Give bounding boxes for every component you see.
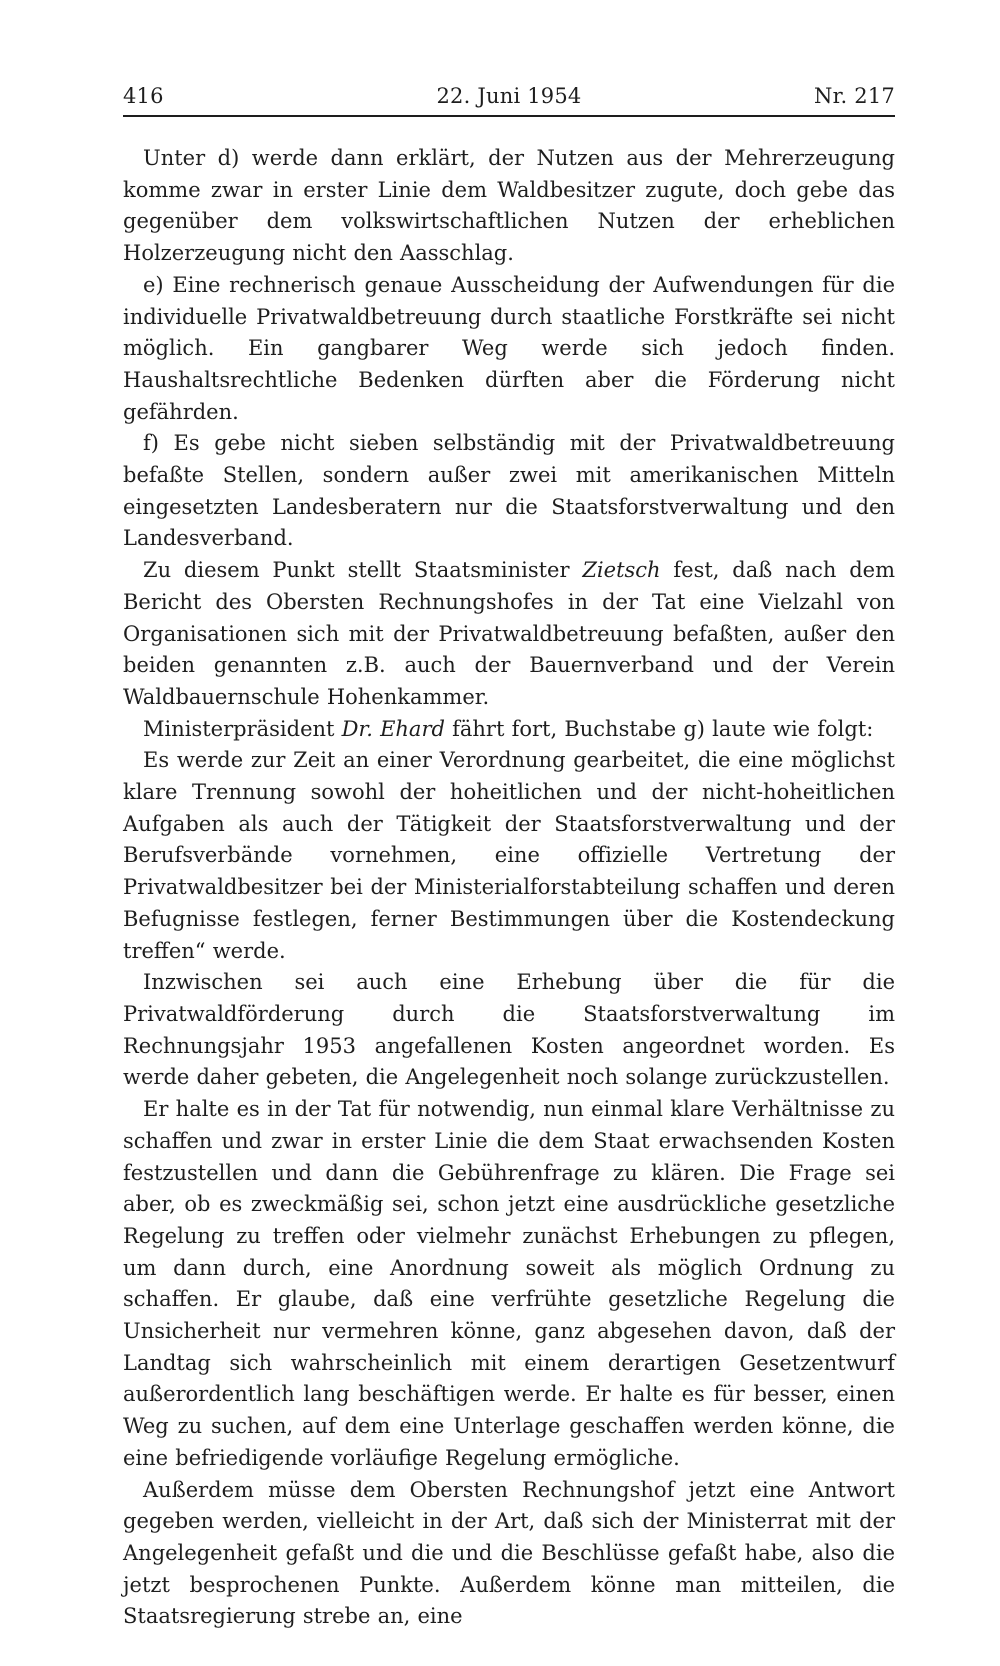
page-number: 416: [123, 84, 164, 108]
issue-number: Nr. 217: [814, 84, 895, 108]
text-segment: fest, daß nach dem Bericht des Obersten Rechnungshofes in der Tat eine Vielzahl von Organisationen sich mit der Privatwaldbetreuung befaßten, außer den beiden genannten z.B. auch der Bauernverband und der Verein Waldbauernschule Hohenkammer.: [123, 558, 895, 709]
paragraph: [123, 143, 895, 270]
text-segment: Inzwischen sei auch eine Erhebung über die für die Privatwaldförderung durch die Staatsforstverwaltung im Rechnungsjahr 1953 angefallenen Kosten angeordnet worden. Es werde daher gebeten, die Angelegenheit noch solange zurückzustellen.: [123, 970, 895, 1090]
text-segment: Es werde zur Zeit an einer Verordnung gearbeitet, die eine möglichst klare Trennung sowohl der hoheitlichen und der nicht-hoheitlichen Aufgaben als auch der Tätigkeit der Staatsforstverwaltung und der Berufsverbände vornehmen, eine offizielle Vertretung der Privatwaldbesitzer bei der Ministerialforstabteilung schaffen und deren Befugnisse festlegen, ferner Bestimmungen über die Kostendeckung treffen“ werde.: [123, 748, 895, 963]
text-segment: Außerdem müsse dem Obersten Rechnungshof jetzt eine Antwort gegeben werden, vielleicht in der Art, daß sich der Ministerrat mit der Angelegenheit gefaßt und die und die Beschlüsse gefaßt habe, also die jetzt besprochenen Punkte. Außerdem könne man mitteilen, die Staatsregierung strebe an, eine: [123, 1477, 895, 1629]
text-segment: Er halte es in der Tat für notwendig, nun einmal klare Verhältnisse zu schaffen und zwar in erster Linie die dem Staat erwachsenden Kosten festzustellen und dann die Gebührenfrage zu klären. Die Frage sei aber, ob es zweckmäßig sei, schon jetzt eine ausdrückliche gesetzliche Regelung zu treffen oder vielmehr zunächst Erhebungen zu pflegen, um dann durch, eine Anordnung soweit als möglich Ordnung zu schaffen. Er glaube, daß eine verfrühte gesetzliche Regelung die Unsicherheit nur vermehren könne, ganz abgesehen davon, daß der Landtag sich wahrscheinlich mit einem derartigen Gesetzentwurf außerordentlich lang beschäftigen werde. Er halte es für besser, einen Weg zu suchen, auf dem eine Unterlage geschaffen werden könne, die eine befriedigende vorläufige Regelung ermögliche.: [123, 1097, 895, 1470]
text-column: [123, 84, 895, 1633]
document-body: [123, 143, 895, 1633]
text-segment: Zu diesem Punkt stellt Staatsminister: [143, 558, 583, 583]
text-segment: Ministerpräsident: [143, 716, 342, 741]
header-rule: [123, 115, 895, 117]
person-name: Zietsch: [582, 558, 661, 583]
paragraph: [123, 1094, 895, 1474]
paragraph: [123, 555, 895, 714]
paragraph: [123, 967, 895, 1094]
paragraph: [123, 714, 895, 746]
page-date: 22. Juni 1954: [436, 84, 582, 108]
paragraph: [123, 1475, 895, 1634]
paragraph: [123, 270, 895, 429]
page-header: [123, 84, 895, 108]
text-segment: Unter d) werde dann erklärt, der Nutzen aus der Mehrerzeugung komme zwar in erster Linie dem Waldbesitzer zugute, doch gebe das gegenüber dem volkswirtschaftlichen Nutzen der erheblichen Holzerzeugung nicht den Aasschlag.: [123, 146, 895, 266]
paragraph: [123, 745, 895, 967]
person-name: Dr. Ehard: [341, 716, 445, 741]
text-segment: fährt fort, Buchstabe g) laute wie folgt:: [444, 716, 874, 741]
paragraph: [123, 428, 895, 555]
text-segment: e) Eine rechnerisch genaue Ausscheidung der Aufwendungen für die individuelle Privatwaldbetreuung durch staatliche Forstkräfte sei nicht möglich. Ein gangbarer Weg werde sich jedoch finden. Haushaltsrechtliche Bedenken dürften aber die Förderung nicht gefährden.: [123, 272, 895, 424]
text-segment: f) Es gebe nicht sieben selbständig mit der Privatwaldbetreuung befaßte Stellen, sondern außer zwei mit amerikanischen Mitteln eingesetzten Landesberatern nur die Staatsforstverwaltung und den Landesverband.: [123, 431, 895, 551]
